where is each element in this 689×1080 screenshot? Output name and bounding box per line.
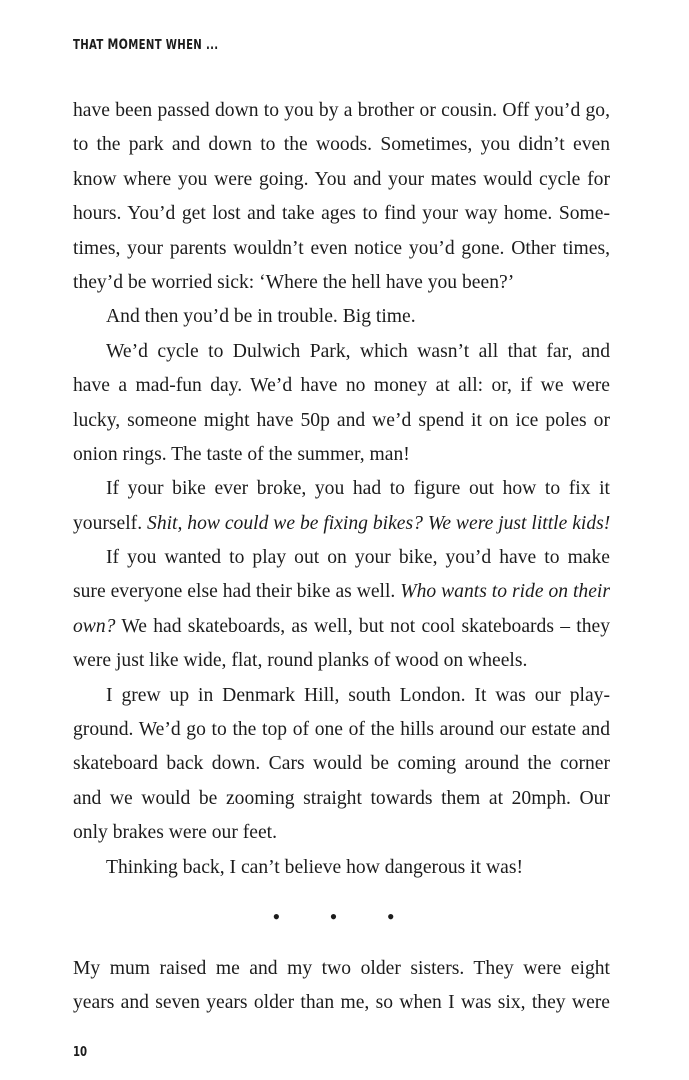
italic-text: own? (73, 615, 116, 637)
running-head-text-highlight: MO (107, 37, 129, 53)
text-line: years and seven years older than me, so when I was six, they were (73, 992, 610, 1014)
text-line: lucky, someone might have 50p and we’d spend it on ice poles or (73, 409, 610, 431)
text-line: And then you’d be in trouble. Big time. (106, 306, 416, 328)
text-line (73, 610, 610, 644)
text-line: times, your parents wouldn’t even notice you’d gone. Other times, (73, 237, 610, 259)
text-line: know where you were going. You and your mates would cycle for (73, 168, 610, 190)
text-line: were just like wide, flat, round planks of wood on wheels. (73, 650, 528, 672)
italic-text: Who wants to ride on their (400, 581, 610, 603)
body-text-continued (73, 952, 610, 1021)
running-head-text-end: MENT WHEN ... (128, 38, 219, 53)
text-line: We’d cycle to Dulwich Park, which wasn’t all that far, and (106, 340, 610, 362)
text-line: hours. You’d get lost and take ages to find your way home. Some- (73, 203, 610, 225)
text-line: Thinking back, I can’t believe how dangerous it was! (106, 856, 523, 878)
text-line: ground. We’d go to the top of one of the hills around our estate and (73, 719, 610, 741)
text-line: If your bike ever broke, you had to figure out how to fix it (106, 478, 610, 500)
text-line: have a mad-fun day. We’d have no money at all: or, if we were (73, 375, 610, 397)
text-line: I grew up in Denmark Hill, south London. It was our play- (106, 684, 610, 706)
text-run: We had skateboards, as well, but not cool skateboards – they (121, 615, 610, 637)
body-text (73, 94, 610, 885)
text-line: My mum raised me and my two older sisters. They were eight (73, 958, 610, 979)
page-number: 10 (73, 1045, 88, 1060)
italic-text: Shit, how could we be fixing bikes? We were just little kids! (147, 512, 611, 534)
text-run: sure everyone else had their bike as well. (73, 581, 396, 603)
text-line: have been passed down to you by a brother or cousin. Off you’d go, (73, 100, 610, 121)
text-line: to the park and down to the woods. Sometimes, you didn’t even (73, 134, 610, 156)
text-line (73, 507, 610, 541)
text-line: they’d be worried sick: ‘Where the hell have you been?’ (73, 271, 515, 293)
text-line: skateboard back down. Cars would be coming around the corner (73, 753, 610, 775)
text-line: onion rings. The taste of the summer, man! (73, 443, 410, 465)
text-run: yourself. (73, 512, 143, 534)
text-line: If you wanted to play out on your bike, you’d have to make (106, 547, 610, 569)
text-line: and we would be zooming straight towards them at 20mph. Our (73, 787, 610, 809)
running-head (73, 37, 218, 53)
section-break-ornament: • • • (272, 904, 417, 929)
text-line: only brakes were our feet. (73, 822, 278, 844)
text-line (73, 575, 610, 609)
running-head-text-start: THAT (73, 38, 108, 53)
